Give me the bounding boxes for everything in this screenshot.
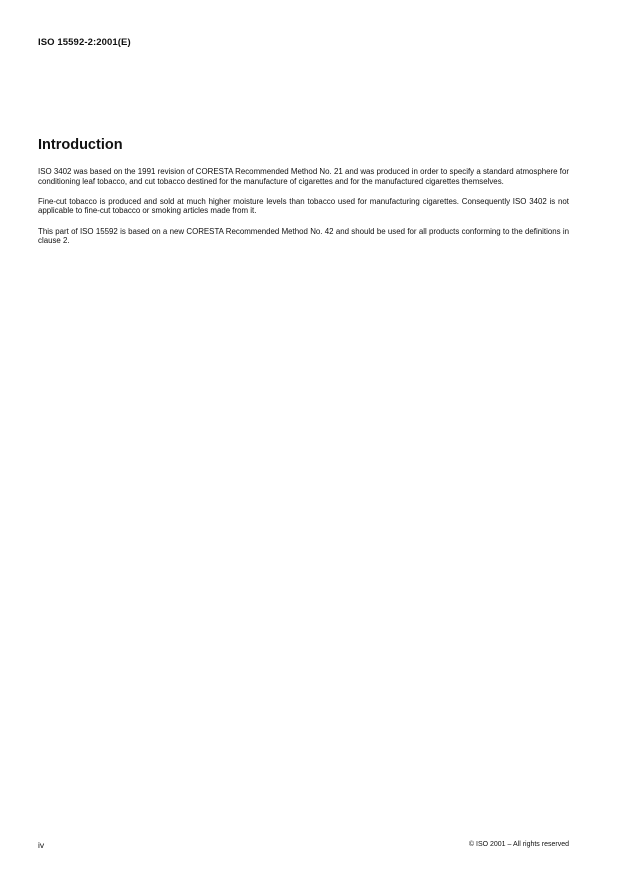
paragraph-1: ISO 3402 was based on the 1991 revision of CORESTA Recommended Method No. 21 and was produced in order to specify a standard atmosphere for conditioning leaf tobacco, and cut tobacco destined for the manufacture of cigarettes and for the manufactured cigarettes themselves.: [38, 167, 569, 186]
page-number: iv: [38, 840, 45, 850]
section-body: [38, 167, 569, 256]
section-title: Introduction: [38, 137, 123, 153]
paragraph-3: This part of ISO 15592 is based on a new CORESTA Recommended Method No. 42 and should be used for all products conforming to the definitions in clause 2.: [38, 226, 569, 246]
document-id-header: ISO 15592-2:2001(E): [38, 37, 131, 48]
paragraph-2: Fine-cut tobacco is produced and sold at much higher moisture levels than tobacco used for manufacturing cigarettes. Consequently ISO 3402 is not applicable to fine-cut tobacco or smoking articles made from it.: [38, 196, 569, 216]
copyright-notice: © ISO 2001 – All rights reserved: [468, 841, 569, 848]
